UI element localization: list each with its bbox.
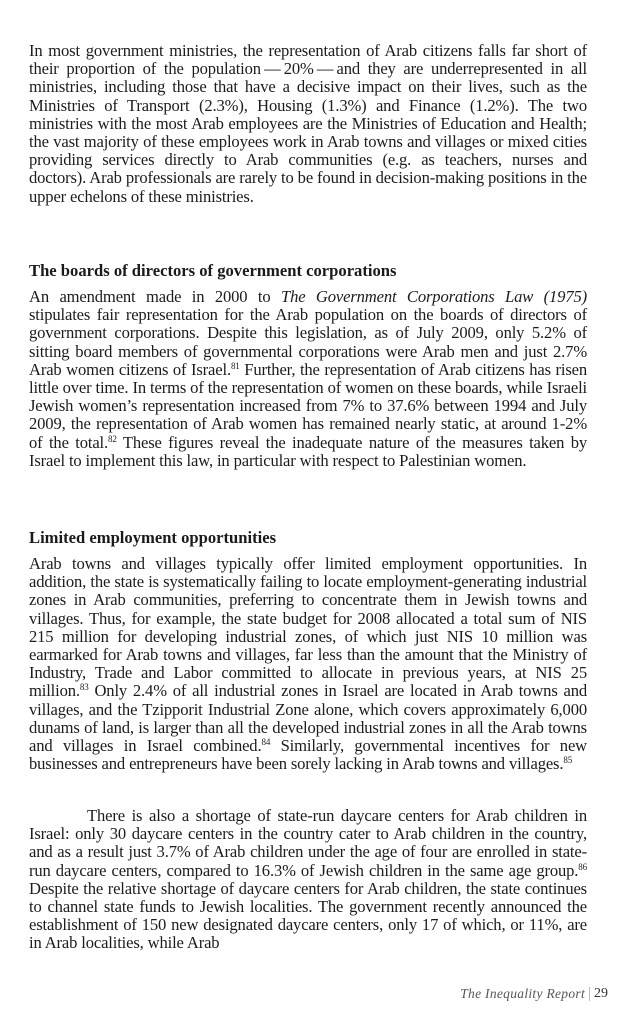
footer-divider <box>589 987 590 1001</box>
footnote-ref[interactable]: 83 <box>79 682 89 693</box>
page-number: 29 <box>594 986 608 1001</box>
text-run: stipulates fair representation for the Arab population on the boards of directors of government corporations. Despite this legislation, as of July 2009, only 5.2% of sitting board members of governmental corporations were Arab men and just 2.7% Arab women citizens of Israel. <box>29 305 587 379</box>
page-footer <box>460 986 608 1002</box>
paragraph-daycare <box>29 807 587 953</box>
law-title: The Government Corporations Law (1975) <box>281 287 587 306</box>
footnote-ref[interactable]: 85 <box>563 755 573 766</box>
text-run: Arab towns and villages typically offer limited employment opportunities. In addition, the state is systematically failing to locate employment-generating industrial zones in Arab communities, preferring to concentrate them in Jewish towns and villages. Thus, for example, the state budget for 2008 allocated a total sum of NIS 215 million for developing industrial zones, of which just NIS 10 million was earmarked for Arab towns and villages, far less than the amount that the Ministry of Industry, Trade and Labor committed to allocate in previous years, at NIS 25 million. <box>29 554 587 701</box>
text-run: An amendment made in 2000 to <box>29 287 282 306</box>
footnote-ref[interactable]: 82 <box>108 433 117 444</box>
footnote-ref[interactable]: 86 <box>578 861 587 872</box>
text-run: These figures reveal the inadequate nature of the measures taken by Israel to implement this law, in particular with respect to Palestinian women. <box>29 432 587 470</box>
paragraph-boards <box>29 288 587 470</box>
paragraph-employment <box>29 555 587 773</box>
heading-limited-employment: Limited employment opportunities <box>29 528 277 547</box>
heading-boards-of-directors: The boards of directors of government corporations <box>29 261 397 280</box>
footnote-ref[interactable]: 81 <box>230 360 240 371</box>
text-run: Despite the relative shortage of daycare centers for Arab children, the state continues to channel state funds to Jewish localities. The government recently announced the establishment of 150 new designated daycare centers, only 17 of which, or 11%, are in Arab localities, while Arab <box>29 878 587 953</box>
text-run: Similarly, governmental incentives for new businesses and entrepreneurs have been sorely lacking in Arab towns and villages. <box>29 736 587 774</box>
text-run: There is also a shortage of state-run daycare centers for Arab children in Israel: only 30 daycare centers in the country cater to Arab children in the country, and as a result just 3.7% of Arab children under the age of four are enrolled in state-run daycare centers, compared to 16.3% of Jewish children in the same age group. <box>29 806 587 880</box>
paragraph-ministries: In most government ministries, the representation of Arab citizens falls far short of their proportion of the population — 20% — and they are underrepresented in all ministries, including those that have a decisive impact on their lives, such as the Ministries of Transport (2.3%), Housing (1.3%) and Finance (1.2%). The two ministries with the most Arab employees are the Ministries of Education and Health; the vast majority of these employees work in Arab towns and villages or mixed cities providing services directly to Arab communities (e.g. as teachers, nurses and doctors). Arab professionals are rarely to be found in decision-making positions in the upper echelons of these ministries. <box>29 41 587 206</box>
report-title: The Inequality Report <box>460 986 585 1001</box>
text-run: Further, the representation of Arab citizens has risen little over time. In terms of the representation of women on these boards, while Israeli Jewish women’s representation increased from 7% to 37.6% between 1994 and July 2009, the representation of Arab women has remained nearly static, at around 1-2% of the total. <box>29 359 587 452</box>
text-run: Only 2.4% of all industrial zones in Israel are located in Arab towns and villages, and the Tzipporit Industrial Zone alone, which covers approximately 6,000 dunams of land, is larger than all the developed industrial zones in all the Arab towns and villages in Israel combined. <box>29 681 587 756</box>
footnote-ref[interactable]: 84 <box>261 737 271 748</box>
